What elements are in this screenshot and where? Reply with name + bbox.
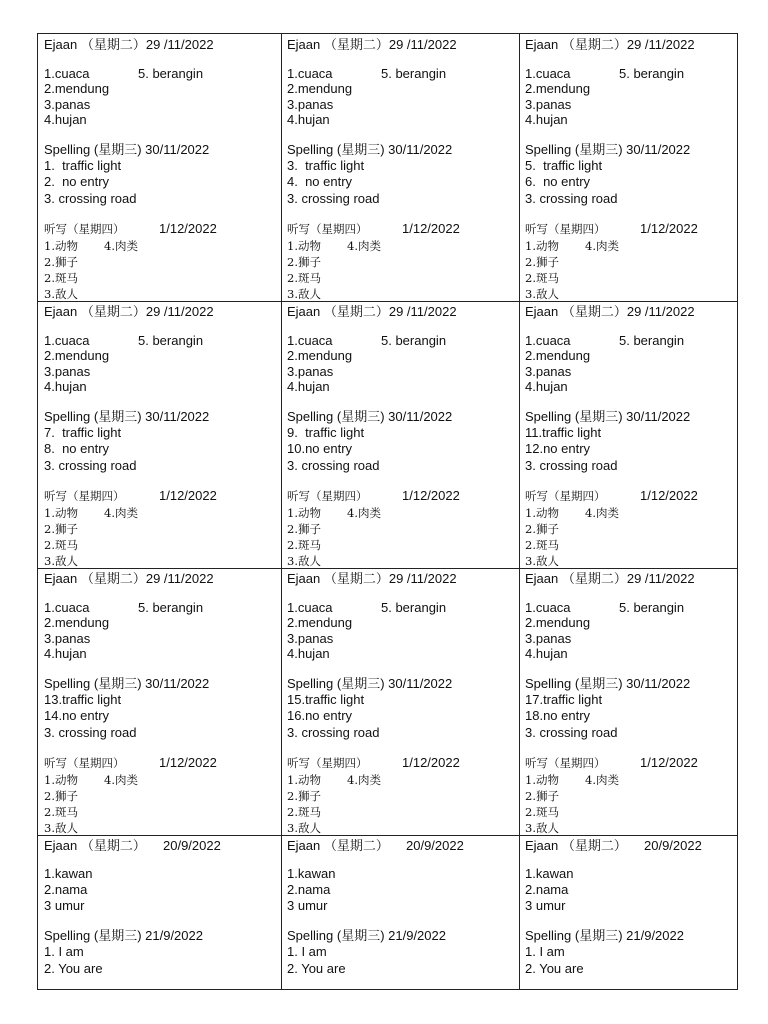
- tingxie-date: 1/12/2022: [640, 221, 698, 236]
- ejaan-word: 3.panas: [287, 631, 334, 646]
- spelling-word: 3. crossing road: [525, 458, 618, 473]
- spelling-word: 2. You are: [287, 961, 346, 976]
- ejaan-word: 1.cuaca: [287, 333, 333, 348]
- ejaan-header: Ejaan （星期二）29 /11/2022: [525, 37, 695, 52]
- spelling-header: Spelling (星期三) 30/11/2022: [44, 676, 210, 691]
- ejaan-word: 3.panas: [44, 631, 91, 646]
- tingxie-word: 2.狮子: [44, 522, 78, 536]
- ejaan-word: 1.cuaca: [287, 600, 333, 615]
- tingxie-word: 2.斑马: [44, 805, 78, 819]
- spelling-header: Spelling (星期三) 30/11/2022: [525, 676, 691, 691]
- tingxie-word: 4.肉类: [347, 773, 381, 787]
- tingxie-word: 1.动物: [525, 506, 559, 520]
- spelling-header: Spelling (星期三) 30/11/2022: [287, 409, 453, 424]
- spelling-word: 17.traffic light: [525, 692, 603, 707]
- tingxie-word: 4.肉类: [585, 773, 619, 787]
- tingxie-word: 2.狮子: [525, 789, 559, 803]
- tingxie-header: 听写（星期四）: [287, 756, 368, 770]
- dictation-card: [519, 835, 739, 991]
- tingxie-word: 2.狮子: [287, 255, 321, 269]
- spelling-word: 12.no entry: [525, 441, 591, 456]
- tingxie-word: 4.肉类: [104, 239, 138, 253]
- tingxie-word: 1.动物: [287, 239, 321, 253]
- ejaan-word: 3 umur: [44, 898, 85, 913]
- dictation-card: [281, 568, 519, 835]
- dictation-card: [281, 301, 519, 568]
- ejaan-word: 4.hujan: [525, 646, 568, 661]
- ejaan-word: 4.hujan: [287, 112, 330, 127]
- tingxie-word: 1.动物: [44, 506, 78, 520]
- ejaan-word: 1.cuaca: [525, 66, 571, 81]
- spelling-header: Spelling (星期三) 21/9/2022: [44, 928, 203, 943]
- ejaan-word: 5. berangin: [138, 600, 204, 615]
- spelling-word: 6. no entry: [525, 174, 591, 189]
- spelling-header: Spelling (星期三) 30/11/2022: [44, 409, 210, 424]
- ejaan-word: 3.panas: [525, 631, 572, 646]
- ejaan-date: 20/9/2022: [406, 838, 464, 853]
- tingxie-header: 听写（星期四）: [525, 222, 606, 236]
- tingxie-word: 3.敌人: [287, 287, 321, 301]
- spelling-word: 3. crossing road: [525, 725, 618, 740]
- ejaan-word: 3 umur: [287, 898, 328, 913]
- spelling-header: Spelling (星期三) 21/9/2022: [287, 928, 446, 943]
- dictation-card: [38, 835, 281, 991]
- tingxie-word: 2.斑马: [287, 271, 321, 285]
- worksheet-grid: [37, 33, 738, 990]
- spelling-word: 3. traffic light: [287, 158, 365, 173]
- ejaan-header: Ejaan （星期二）: [287, 838, 389, 853]
- ejaan-word: 3.panas: [525, 364, 572, 379]
- tingxie-word: 2.斑马: [44, 271, 78, 285]
- tingxie-word: 2.斑马: [287, 805, 321, 819]
- tingxie-word: 2.狮子: [44, 789, 78, 803]
- ejaan-word: 1.cuaca: [44, 333, 90, 348]
- tingxie-word: 3.敌人: [525, 287, 559, 301]
- ejaan-word: 2.mendung: [525, 348, 591, 363]
- tingxie-word: 2.狮子: [525, 522, 559, 536]
- spelling-word: 11.traffic light: [525, 425, 602, 440]
- dictation-card: [519, 568, 739, 835]
- spelling-word: 1. traffic light: [44, 158, 122, 173]
- tingxie-date: 1/12/2022: [402, 221, 460, 236]
- ejaan-word: 5. berangin: [381, 600, 447, 615]
- ejaan-header: Ejaan （星期二）29 /11/2022: [44, 571, 214, 586]
- ejaan-header: Ejaan （星期二）29 /11/2022: [287, 571, 457, 586]
- spelling-word: 2. You are: [525, 961, 584, 976]
- tingxie-header: 听写（星期四）: [44, 489, 125, 503]
- ejaan-word: 5. berangin: [381, 333, 447, 348]
- dictation-card: [519, 34, 739, 301]
- tingxie-word: 4.肉类: [104, 773, 138, 787]
- tingxie-word: 4.肉类: [585, 239, 619, 253]
- ejaan-header: Ejaan （星期二）: [525, 838, 627, 853]
- tingxie-word: 1.动物: [525, 773, 559, 787]
- tingxie-word: 3.敌人: [44, 287, 78, 301]
- spelling-word: 1. I am: [287, 944, 327, 959]
- spelling-word: 8. no entry: [44, 441, 110, 456]
- spelling-word: 2. no entry: [44, 174, 110, 189]
- ejaan-word: 5. berangin: [138, 333, 204, 348]
- tingxie-word: 3.敌人: [287, 554, 321, 568]
- dictation-card: [281, 835, 519, 991]
- spelling-word: 7. traffic light: [44, 425, 122, 440]
- dictation-card: [38, 301, 281, 568]
- spelling-word: 3. crossing road: [44, 191, 137, 206]
- tingxie-date: 1/12/2022: [159, 755, 217, 770]
- spelling-word: 15.traffic light: [287, 692, 365, 707]
- ejaan-word: 4.hujan: [525, 379, 568, 394]
- tingxie-word: 2.斑马: [525, 271, 559, 285]
- ejaan-word: 5. berangin: [138, 66, 204, 81]
- tingxie-word: 4.肉类: [347, 506, 381, 520]
- spelling-header: Spelling (星期三) 21/9/2022: [525, 928, 684, 943]
- ejaan-word: 3.panas: [525, 97, 572, 112]
- ejaan-header: Ejaan （星期二）: [44, 838, 146, 853]
- tingxie-header: 听写（星期四）: [287, 489, 368, 503]
- ejaan-word: 1.kawan: [44, 866, 93, 881]
- spelling-word: 3. crossing road: [287, 725, 380, 740]
- ejaan-word: 2.mendung: [44, 348, 110, 363]
- ejaan-word: 2.mendung: [525, 615, 591, 630]
- tingxie-date: 1/12/2022: [640, 488, 698, 503]
- spelling-header: Spelling (星期三) 30/11/2022: [287, 142, 453, 157]
- ejaan-word: 1.cuaca: [287, 66, 333, 81]
- ejaan-header: Ejaan （星期二）29 /11/2022: [44, 304, 214, 319]
- tingxie-word: 2.狮子: [287, 789, 321, 803]
- tingxie-date: 1/12/2022: [402, 755, 460, 770]
- tingxie-header: 听写（星期四）: [44, 756, 125, 770]
- spelling-word: 1. I am: [525, 944, 565, 959]
- tingxie-word: 4.肉类: [585, 506, 619, 520]
- ejaan-word: 1.kawan: [525, 866, 574, 881]
- tingxie-word: 2.斑马: [525, 805, 559, 819]
- ejaan-header: Ejaan （星期二）29 /11/2022: [525, 571, 695, 586]
- ejaan-word: 4.hujan: [44, 112, 87, 127]
- tingxie-date: 1/12/2022: [402, 488, 460, 503]
- ejaan-word: 2.nama: [287, 882, 331, 897]
- ejaan-date: 20/9/2022: [644, 838, 702, 853]
- spelling-word: 16.no entry: [287, 708, 353, 723]
- ejaan-word: 1.cuaca: [525, 333, 571, 348]
- spelling-header: Spelling (星期三) 30/11/2022: [525, 409, 691, 424]
- tingxie-word: 3.敌人: [287, 821, 321, 835]
- tingxie-word: 3.敌人: [44, 821, 78, 835]
- spelling-word: 3. crossing road: [44, 458, 137, 473]
- ejaan-word: 4.hujan: [525, 112, 568, 127]
- ejaan-word: 4.hujan: [287, 646, 330, 661]
- spelling-word: 10.no entry: [287, 441, 353, 456]
- spelling-word: 3. crossing road: [287, 458, 380, 473]
- ejaan-word: 3.panas: [287, 97, 334, 112]
- tingxie-date: 1/12/2022: [159, 221, 217, 236]
- ejaan-word: 1.cuaca: [525, 600, 571, 615]
- spelling-header: Spelling (星期三) 30/11/2022: [525, 142, 691, 157]
- ejaan-word: 5. berangin: [619, 333, 685, 348]
- tingxie-date: 1/12/2022: [640, 755, 698, 770]
- ejaan-header: Ejaan （星期二）29 /11/2022: [44, 37, 214, 52]
- spelling-word: 3. crossing road: [44, 725, 137, 740]
- ejaan-header: Ejaan （星期二）29 /11/2022: [287, 304, 457, 319]
- dictation-card: [281, 34, 519, 301]
- ejaan-word: 3 umur: [525, 898, 566, 913]
- tingxie-word: 3.敌人: [525, 821, 559, 835]
- ejaan-word: 4.hujan: [44, 379, 87, 394]
- spelling-header: Spelling (星期三) 30/11/2022: [287, 676, 453, 691]
- ejaan-word: 4.hujan: [287, 379, 330, 394]
- tingxie-word: 1.动物: [287, 506, 321, 520]
- tingxie-header: 听写（星期四）: [287, 222, 368, 236]
- spelling-word: 3. crossing road: [287, 191, 380, 206]
- tingxie-word: 3.敌人: [525, 554, 559, 568]
- tingxie-word: 2.狮子: [287, 522, 321, 536]
- tingxie-word: 1.动物: [44, 773, 78, 787]
- tingxie-header: 听写（星期四）: [44, 222, 125, 236]
- tingxie-word: 2.斑马: [525, 538, 559, 552]
- spelling-word: 14.no entry: [44, 708, 110, 723]
- ejaan-word: 2.mendung: [287, 348, 353, 363]
- ejaan-date: 20/9/2022: [163, 838, 221, 853]
- ejaan-word: 5. berangin: [619, 66, 685, 81]
- ejaan-word: 3.panas: [44, 364, 91, 379]
- tingxie-word: 3.敌人: [44, 554, 78, 568]
- tingxie-word: 2.斑马: [287, 538, 321, 552]
- ejaan-word: 3.panas: [44, 97, 91, 112]
- tingxie-word: 2.斑马: [44, 538, 78, 552]
- ejaan-word: 1.cuaca: [44, 600, 90, 615]
- ejaan-word: 2.mendung: [44, 615, 110, 630]
- spelling-word: 5. traffic light: [525, 158, 603, 173]
- dictation-card: [519, 301, 739, 568]
- ejaan-word: 1.cuaca: [44, 66, 90, 81]
- ejaan-word: 5. berangin: [381, 66, 447, 81]
- ejaan-header: Ejaan （星期二）29 /11/2022: [287, 37, 457, 52]
- spelling-word: 13.traffic light: [44, 692, 122, 707]
- ejaan-word: 5. berangin: [619, 600, 685, 615]
- ejaan-word: 1.kawan: [287, 866, 336, 881]
- ejaan-word: 2.nama: [525, 882, 569, 897]
- spelling-word: 9. traffic light: [287, 425, 365, 440]
- spelling-word: 4. no entry: [287, 174, 353, 189]
- spelling-word: 18.no entry: [525, 708, 591, 723]
- tingxie-word: 2.狮子: [44, 255, 78, 269]
- spelling-word: 2. You are: [44, 961, 103, 976]
- ejaan-word: 2.mendung: [287, 81, 353, 96]
- dictation-card: [38, 568, 281, 835]
- tingxie-word: 1.动物: [44, 239, 78, 253]
- ejaan-word: 2.mendung: [44, 81, 110, 96]
- tingxie-header: 听写（星期四）: [525, 489, 606, 503]
- tingxie-word: 4.肉类: [347, 239, 381, 253]
- spelling-header: Spelling (星期三) 30/11/2022: [44, 142, 210, 157]
- tingxie-word: 2.狮子: [525, 255, 559, 269]
- ejaan-word: 3.panas: [287, 364, 334, 379]
- tingxie-word: 1.动物: [287, 773, 321, 787]
- tingxie-word: 4.肉类: [104, 506, 138, 520]
- ejaan-word: 4.hujan: [44, 646, 87, 661]
- ejaan-word: 2.nama: [44, 882, 88, 897]
- spelling-word: 3. crossing road: [525, 191, 618, 206]
- tingxie-header: 听写（星期四）: [525, 756, 606, 770]
- ejaan-word: 2.mendung: [287, 615, 353, 630]
- tingxie-date: 1/12/2022: [159, 488, 217, 503]
- ejaan-word: 2.mendung: [525, 81, 591, 96]
- spelling-word: 1. I am: [44, 944, 84, 959]
- ejaan-header: Ejaan （星期二）29 /11/2022: [525, 304, 695, 319]
- dictation-card: [38, 34, 281, 301]
- tingxie-word: 1.动物: [525, 239, 559, 253]
